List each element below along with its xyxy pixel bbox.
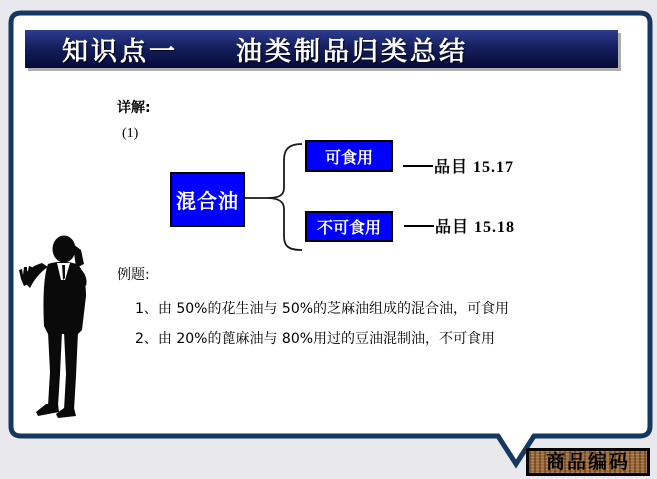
slide-title-bar	[25, 30, 618, 68]
diagram-branch-edible-label: 可食用	[324, 147, 373, 167]
diagram-root-label: 混合油	[176, 189, 239, 213]
diagram-root-box	[170, 172, 245, 227]
connector-line	[404, 225, 434, 227]
examples-label: 例题:	[117, 267, 150, 283]
footer-badge-commodity-code	[526, 448, 650, 476]
heading-code-1517: 品目 15.17	[434, 159, 515, 176]
brace-connector	[240, 138, 310, 256]
example-item-1: 1、由 50%的花生油与 50%的芝麻油组成的混合油，可食用	[135, 301, 510, 317]
slide-title: 知识点一 油类制品归类总结	[62, 36, 469, 67]
diagram-result-bottom	[404, 214, 515, 237]
connector-line	[403, 165, 433, 167]
diagram-branch-inedible-label: 不可食用	[316, 218, 381, 237]
example-item-2: 2、由 20%的蓖麻油与 80%用过的豆油混制油，不可食用	[135, 331, 496, 347]
detail-label: 详解:	[117, 100, 151, 116]
footer-badge-label: 商品编码	[545, 451, 630, 473]
diagram-branch-edible-box	[305, 140, 393, 172]
heading-code-1518: 品目 15.18	[435, 219, 516, 236]
curly-brace	[267, 144, 302, 250]
diagram-branch-inedible-box	[305, 211, 393, 242]
businessman-phone-silhouette-icon	[18, 234, 100, 424]
diagram-result-top	[403, 154, 514, 177]
item-number: (1)	[122, 126, 139, 141]
